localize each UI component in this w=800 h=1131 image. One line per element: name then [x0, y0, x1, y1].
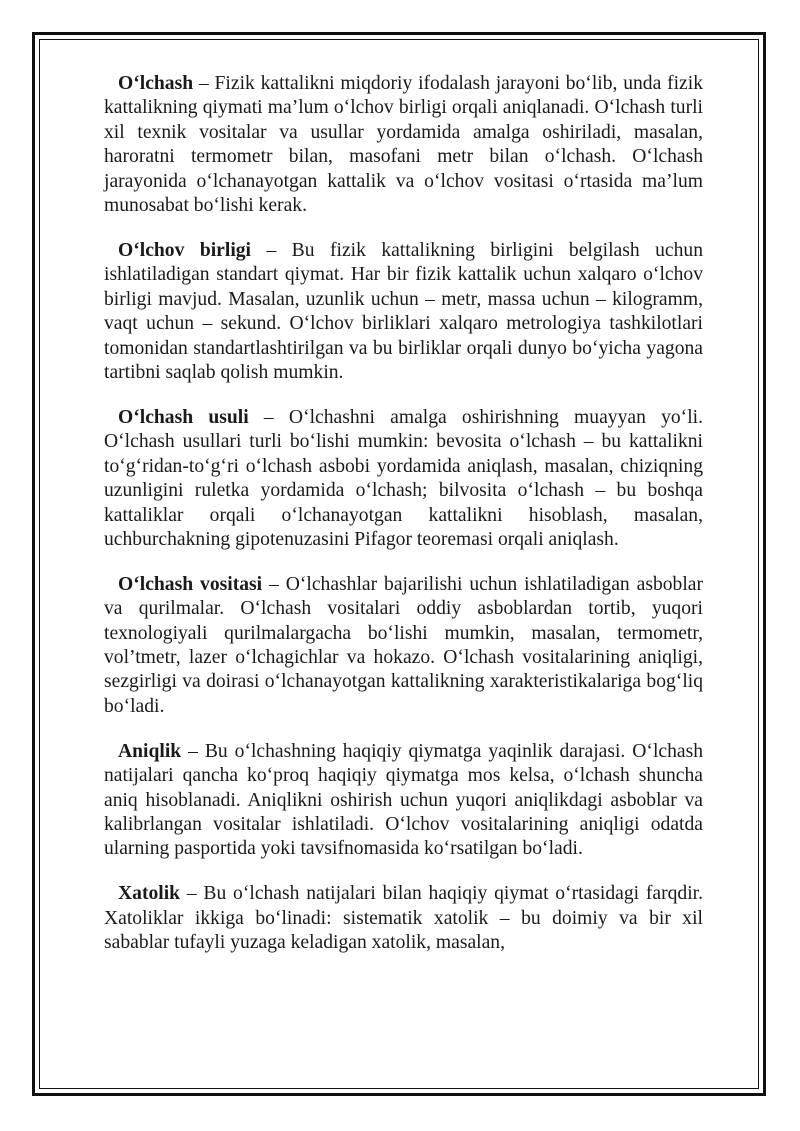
term-olchash: O‘lchash: [118, 73, 194, 94]
document-body: [104, 72, 703, 976]
definition-olchash-usuli: – O‘lchashni amalga oshirishning muayyan yo‘li. O‘lchash usullari turli bo‘lishi mumkin: bevosita o‘lchash – bu kattalikni to‘g‘ridan-to‘g‘ri o‘lchash asbobi yordamida aniqlash, masalan, chiziqning uzunligini ruletka yordamida o‘lchash; bilvosita o‘lchash – bu boshqa kattaliklar orqali o‘lchanayotgan kattalikni hisoblash, masalan, uchburchakning gipotenuzasini Pifagor teoremasi orqali aniqlash.: [104, 406, 703, 550]
term-aniqlik: Aniqlik: [118, 740, 182, 762]
definition-olchash: – Fizik kattalikni miqdoriy ifodalash jarayoni bo‘lib, unda fizik kattalikning qiymati ma’lum o‘lchov birligi orqali aniqlanadi. O‘lchash turli xil texnik vositalar va usullar yordamida amalga oshiriladi, masalan, haroratni termometr bilan, masofani metr bilan o‘lchash. O‘lchash jarayonida o‘lchanayotgan kattalik va o‘lchov vositasi o‘rtasida ma’lum munosabat bo‘lishi kerak.: [104, 73, 703, 217]
term-xatolik: Xatolik: [118, 883, 181, 905]
definition-xatolik: – Bu o‘lchash natijalari bilan haqiqiy qiymat o‘rtasidagi farqdir. Xatoliklar ikkiga bo‘linadi: sistematik xatolik – bu doimiy va bir xil sabablar tufayli yuzaga keladigan xatolik, masalan,: [104, 883, 703, 954]
term-olchash-vositasi: O‘lchash vositasi: [118, 573, 263, 595]
term-olchov-birligi: O‘lchov birligi: [118, 239, 251, 261]
term-olchash-usuli: O‘lchash usuli: [118, 406, 249, 428]
definition-aniqlik: – Bu o‘lchashning haqiqiy qiymatga yaqinlik darajasi. O‘lchash natijalari qancha ko‘proq haqiqiy qiymatga mos kelsa, o‘lchash shuncha aniq hisoblanadi. Aniqlikni oshirish uchun yuqori aniqlikdagi asboblar va kalibrlangan vositalar ishlatiladi. O‘lchov vositalarining aniqligi odatda ularning pasportida yoki tavsifnomasida ko‘rsatilgan bo‘ladi.: [104, 740, 703, 860]
definition-olchash-vositasi: – O‘lchashlar bajarilishi uchun ishlatiladigan asboblar va qurilmalar. O‘lchash vositalari oddiy asboblardan tortib, yuqori texnologiyali qurilmalargacha bo‘lishi mumkin, masalan, termometr, vol’tmetr, lazer o‘lchagichlar va hokazo. O‘lchash vositalarining aniqligi, sezgirligi va doirasi o‘lchanayotgan kattalikning xarakteristikalariga bog‘liq bo‘ladi.: [104, 573, 703, 717]
paragraph-olchash: [104, 72, 703, 218]
paragraph-aniqlik: [104, 740, 703, 862]
paragraph-olchash-vositasi: [104, 573, 703, 719]
paragraph-olchov-birligi: [104, 239, 703, 385]
paragraph-olchash-usuli: [104, 406, 703, 552]
paragraph-xatolik: [104, 882, 703, 955]
definition-olchov-birligi: – Bu fizik kattalikning birligini belgilash uchun ishlatiladigan standart qiymat. Har bir fizik kattalik uchun xalqaro o‘lchov birligi mavjud. Masalan, uzunlik uchun – metr, massa uchun – kilogramm, vaqt uchun – sekund. O‘lchov birliklari xalqaro metrologiya tashkilotlari tomonidan standartlashtirilgan va bu birliklar orqali dunyo bo‘yicha yagona tartibni saqlab qolish mumkin.: [104, 239, 703, 383]
